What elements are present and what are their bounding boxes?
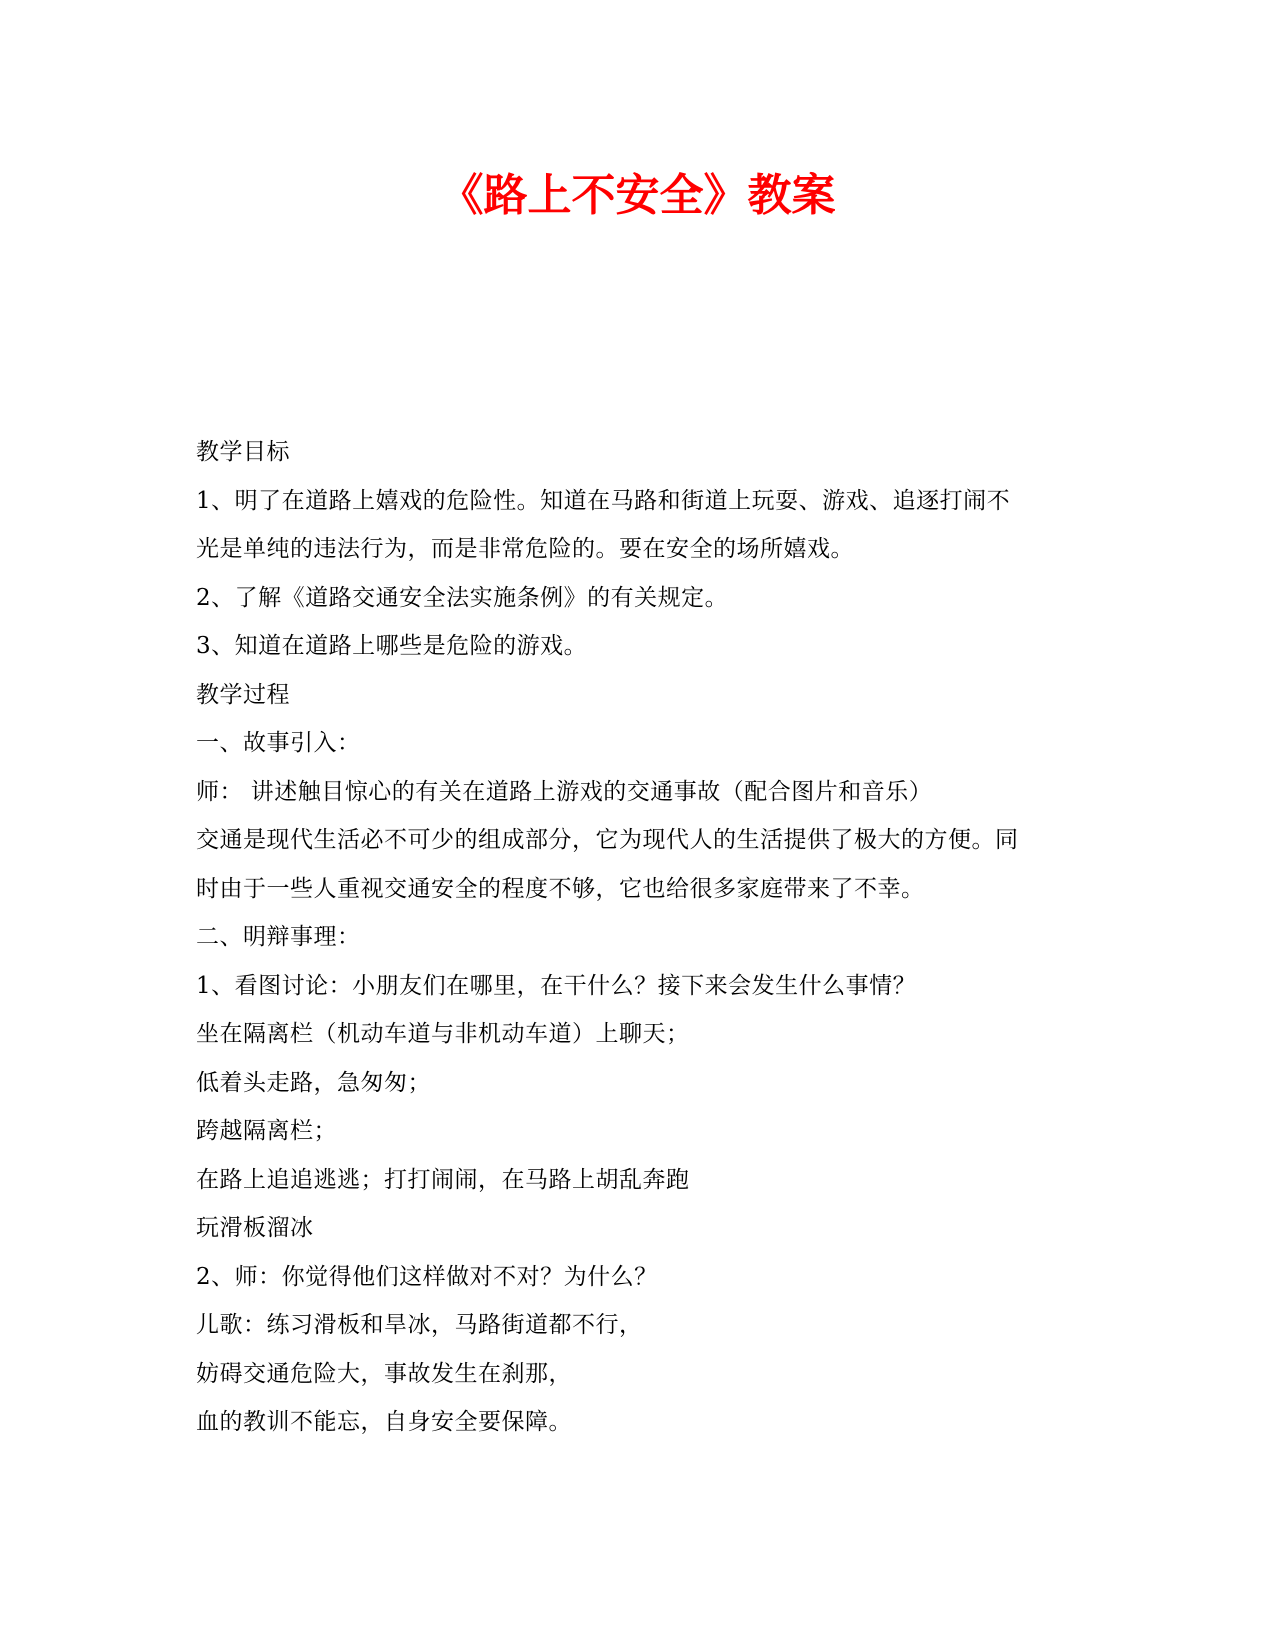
- paragraph-line: 2、师：你觉得他们这样做对不对？为什么？: [196, 1263, 658, 1290]
- paragraph-line: 3、知道在道路上哪些是危险的游戏。: [196, 633, 588, 659]
- subsection-heading: 二、明辩事理：: [196, 924, 361, 950]
- section-heading-goals: 教学目标: [196, 439, 290, 465]
- paragraph-line: 光是单纯的违法行为，而是非常危险的。要在安全的场所嬉戏。: [196, 536, 854, 562]
- rhyme-line: 妨碍交通危险大，事故发生在刹那，: [196, 1360, 572, 1387]
- rhyme-line: 血的教训不能忘，自身安全要保障。: [196, 1409, 572, 1435]
- paragraph-line: 玩滑板溜冰: [196, 1215, 314, 1241]
- paragraph-line: 时由于一些人重视交通安全的程度不够，它也给很多家庭带来了不幸。: [196, 875, 925, 902]
- page-title: 《路上不安全》教案: [439, 170, 836, 221]
- section-heading-process: 教学过程: [196, 681, 290, 708]
- subsection-heading: 一、故事引入：: [196, 730, 361, 756]
- paragraph-line: 低着头走路，急匆匆；: [196, 1069, 431, 1096]
- paragraph-line: 跨越隔离栏；: [196, 1118, 337, 1144]
- rhyme-line: 儿歌：练习滑板和旱冰，马路街道都不行，: [196, 1312, 643, 1338]
- paragraph-line: 师： 讲述触目惊心的有关在道路上游戏的交通事故（配合图片和音乐）: [196, 778, 933, 805]
- paragraph-line: 在路上追追逃逃；打打闹闹，在马路上胡乱奔跑: [196, 1166, 690, 1193]
- paragraph-line: 1、明了在道路上嬉戏的危险性。知道在马路和街道上玩耍、游戏、追逐打闹不: [196, 487, 1011, 514]
- paragraph-line: 1、看图讨论：小朋友们在哪里，在干什么？接下来会发生什么事情？: [196, 972, 917, 999]
- paragraph-line: 坐在隔离栏（机动车道与非机动车道）上聊天；: [196, 1021, 690, 1047]
- paragraph-line: 交通是现代生活必不可少的组成部分，它为现代人的生活提供了极大的方便。同: [196, 827, 1019, 853]
- paragraph-line: 2、了解《道路交通安全法实施条例》的有关规定。: [196, 584, 729, 611]
- document-body: [196, 428, 1076, 1447]
